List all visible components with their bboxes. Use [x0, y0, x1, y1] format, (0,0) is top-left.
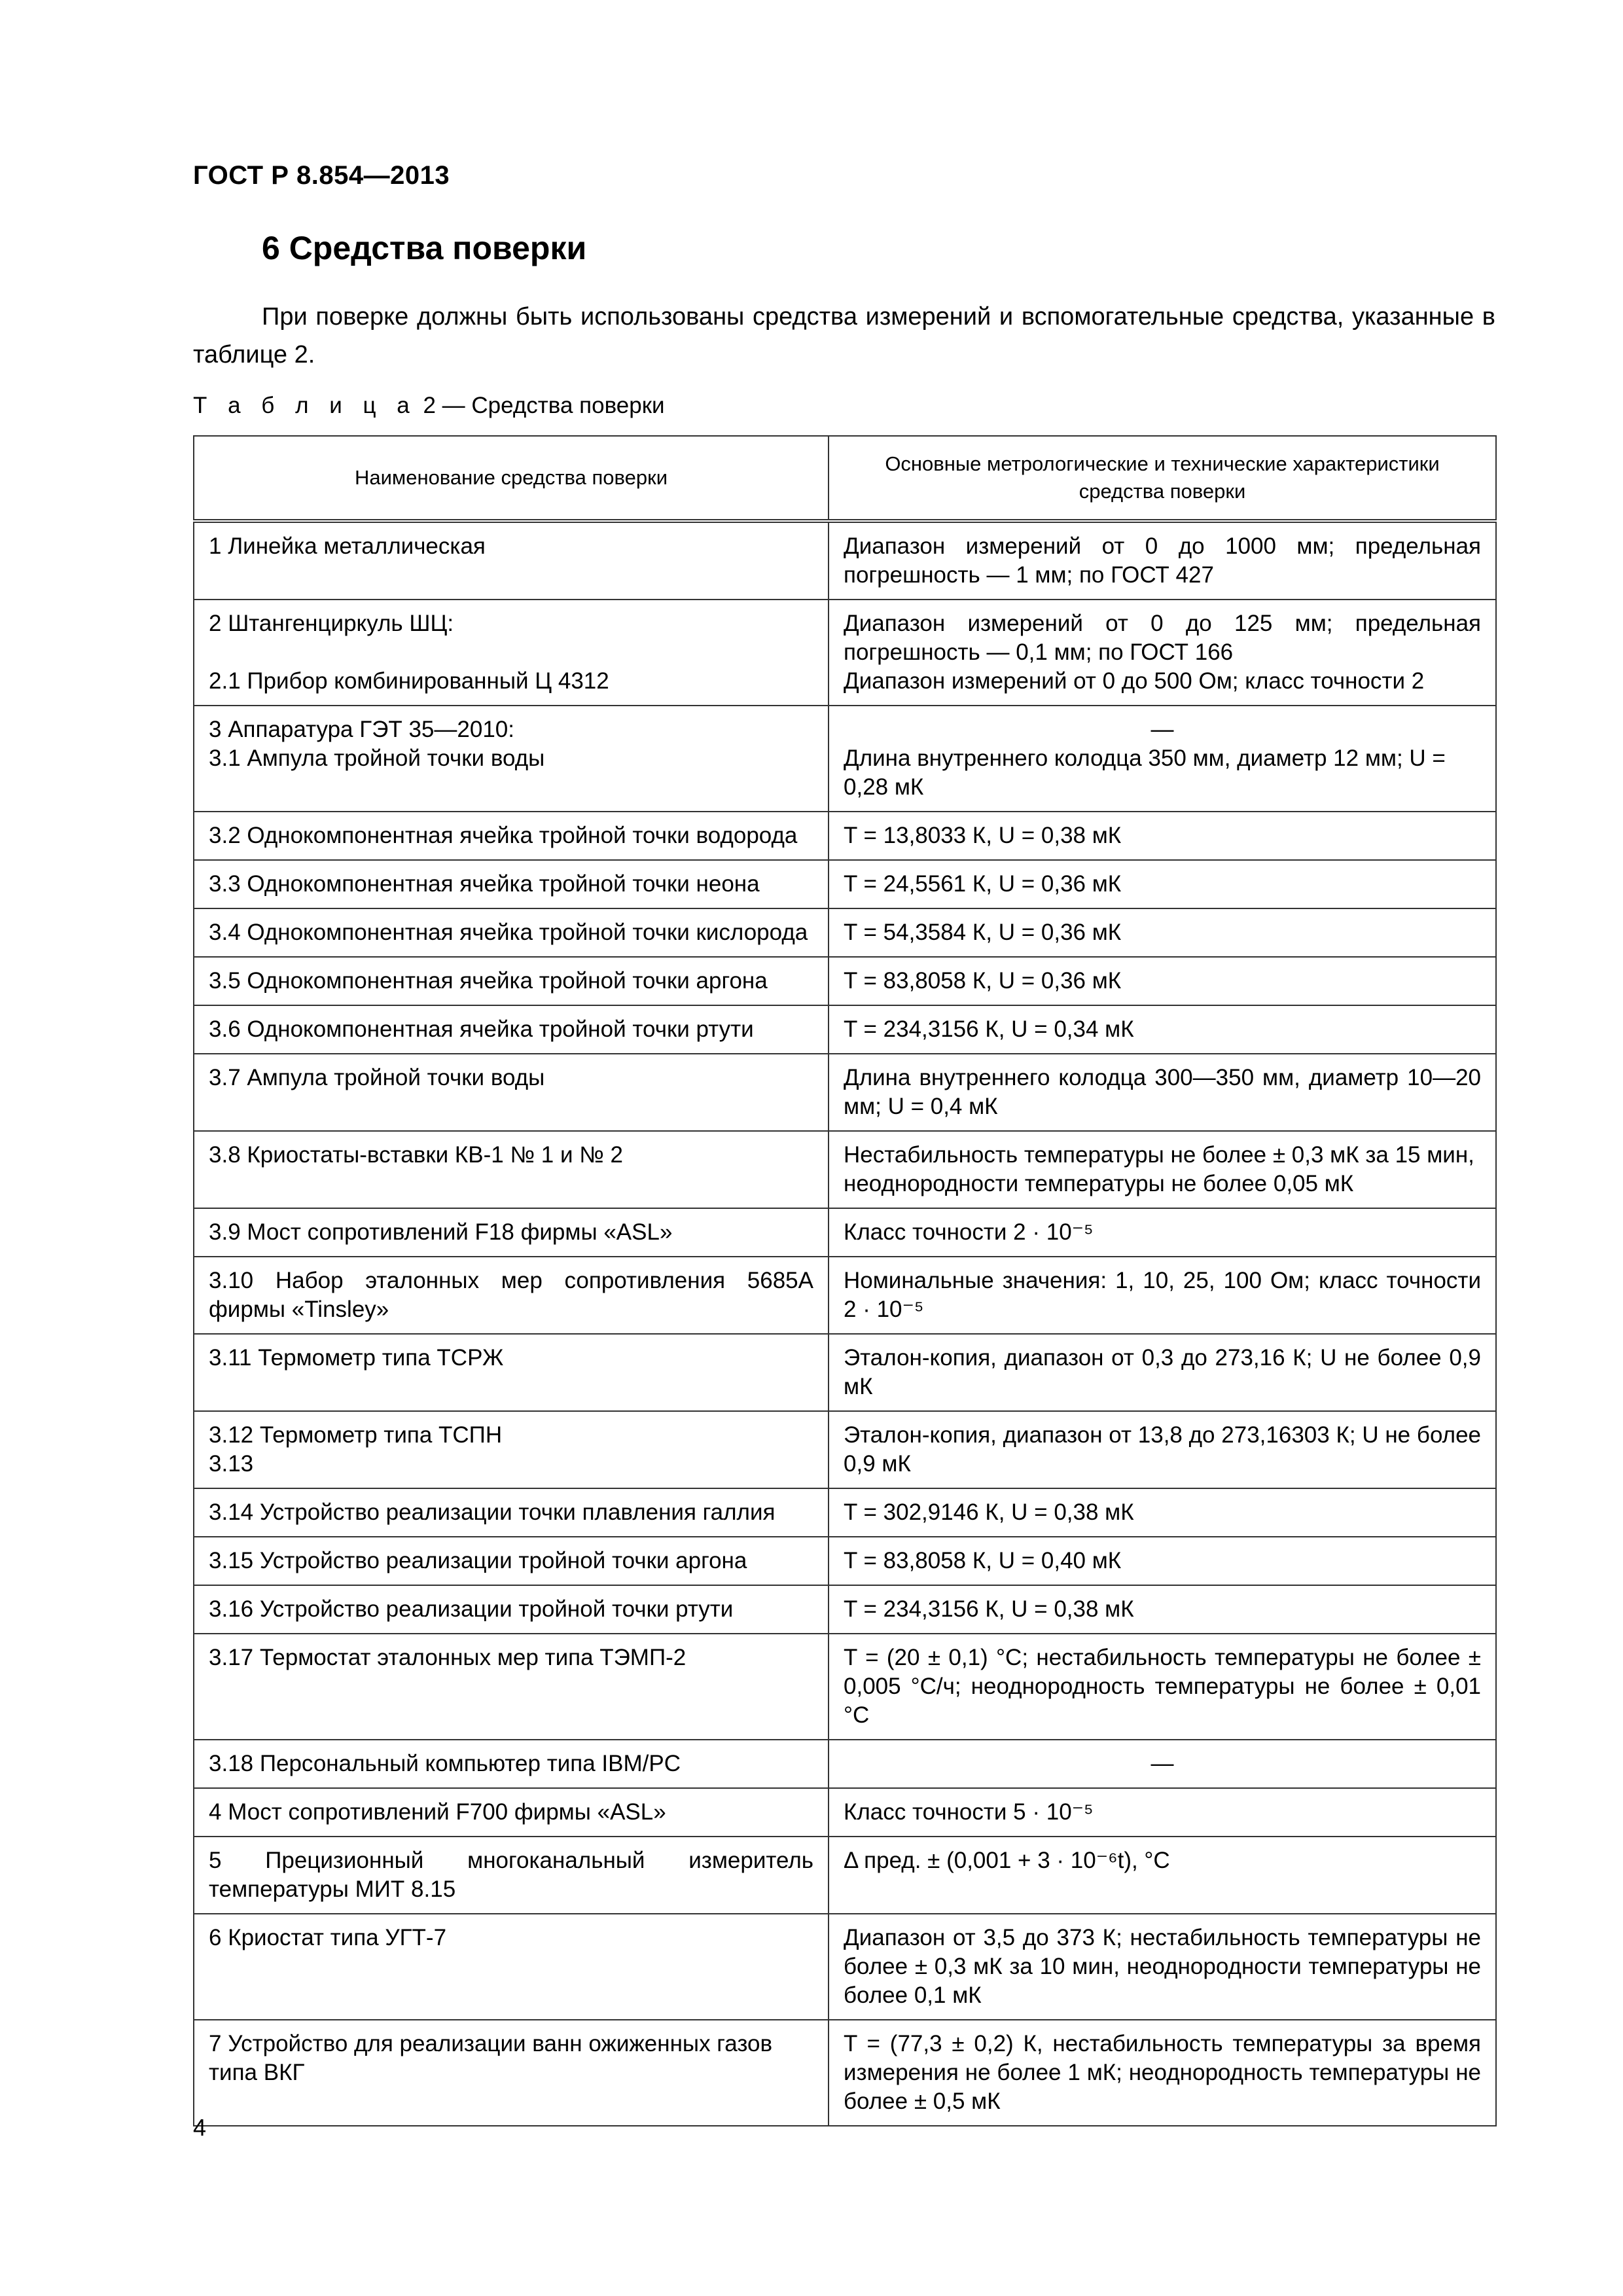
tool-name-cell: 3.2 Однокомпонентная ячейка тройной точки водорода [194, 812, 829, 860]
tool-spec-cell: T = 83,8058 К, U = 0,36 мК [829, 957, 1496, 1005]
tool-name-cell: 3.3 Однокомпонентная ячейка тройной точки неона [194, 860, 829, 908]
tool-spec-cell [829, 600, 1496, 706]
table-caption-label: Т а б л и ц а [193, 393, 417, 418]
tool-spec-cell: T = 234,3156 К, U = 0,38 мК [829, 1585, 1496, 1634]
table-row [194, 1837, 1496, 1914]
tool-name-cell: 3.9 Мост сопротивлений F18 фирмы «ASL» [194, 1208, 829, 1257]
table-row [194, 1585, 1496, 1634]
tool-spec-cell: T = 234,3156 К, U = 0,34 мК [829, 1005, 1496, 1054]
tool-name-line: 3.13 [209, 1451, 254, 1477]
tool-name-cell: 3.4 Однокомпонентная ячейка тройной точки кислорода [194, 908, 829, 957]
tool-name-cell: 6 Криостат типа УГТ-7 [194, 1914, 829, 2020]
tool-name-cell [194, 600, 829, 706]
verification-tools-table [193, 435, 1497, 2126]
table-row [194, 1788, 1496, 1837]
table-row [194, 1634, 1496, 1740]
tool-name-cell [194, 706, 829, 812]
tool-name-line: 3.12 Термометр типа ТСПН [209, 1422, 503, 1448]
table-row [194, 812, 1496, 860]
table-row [194, 908, 1496, 957]
table-row [194, 1005, 1496, 1054]
tool-name-line: 2.1 Прибор комбинированный Ц 4312 [209, 668, 609, 694]
tool-name-line: 2 Штангенциркуль ШЦ: [209, 611, 454, 636]
table-caption-text: 2 — Средства поверки [423, 393, 665, 418]
table-row [194, 1131, 1496, 1208]
table-caption [193, 393, 665, 419]
section-title: 6 Средства поверки [262, 230, 587, 266]
table-row [194, 2020, 1496, 2126]
tool-spec-cell: T = (20 ± 0,1) °С; нестабильность температуры не более ± 0,005 °С/ч; неоднородность температуры не более ± 0,01 °С [829, 1634, 1496, 1740]
tool-spec-cell: T = 302,9146 К, U = 0,38 мК [829, 1488, 1496, 1537]
tool-name-cell: 3.15 Устройство реализации тройной точки аргона [194, 1537, 829, 1585]
tool-name-cell: 3.6 Однокомпонентная ячейка тройной точки ртути [194, 1005, 829, 1054]
tool-name-line: 3 Аппаратура ГЭТ 35—2010: [209, 717, 514, 742]
page-number: 4 [193, 2114, 207, 2141]
tool-spec-line: Диапазон измерений от 0 до 500 Ом; класс точности 2 [844, 668, 1425, 694]
tool-spec-cell: Эталон-копия, диапазон от 13,8 до 273,16303 К; U не более 0,9 мК [829, 1411, 1496, 1488]
tool-spec-cell: Δ пред. ± (0,001 + 3 · 10⁻⁶t), °С [829, 1837, 1496, 1914]
spacer [209, 638, 813, 667]
tool-name-cell: 3.11 Термометр типа ТСРЖ [194, 1334, 829, 1411]
table-row [194, 1914, 1496, 2020]
tool-spec-cell: Длина внутреннего колодца 300—350 мм, диаметр 10—20 мм; U = 0,4 мК [829, 1054, 1496, 1131]
tool-name-cell: 3.5 Однокомпонентная ячейка тройной точки аргона [194, 957, 829, 1005]
table-row [194, 1537, 1496, 1585]
tool-spec-cell: Диапазон измерений от 0 до 1000 мм; предельная погрешность — 1 мм; по ГОСТ 427 [829, 521, 1496, 600]
intro-paragraph: При поверке должны быть использованы средства измерений и вспомогательные средства, указанные в таблице 2. [193, 303, 1495, 368]
tool-spec-cell: Класс точности 2 · 10⁻⁵ [829, 1208, 1496, 1257]
tool-name-line: 3.1 Ампула тройной точки воды [209, 745, 545, 771]
table-row [194, 860, 1496, 908]
table-row [194, 521, 1496, 600]
table-row [194, 1334, 1496, 1411]
tool-spec-cell: — [829, 1740, 1496, 1788]
table-row [194, 1740, 1496, 1788]
tool-name-cell: 3.16 Устройство реализации тройной точки ртути [194, 1585, 829, 1634]
tool-spec-cell: T = (77,3 ± 0,2) К, нестабильность температуры за время измерения не более 1 мК; неоднородность температуры не более ± 0,5 мК [829, 2020, 1496, 2126]
tool-spec-cell: Нестабильность температуры не более ± 0,3 мК за 15 мин, неоднородности температуры не более 0,05 мК [829, 1131, 1496, 1208]
document-header: ГОСТ Р 8.854—2013 [193, 161, 450, 190]
table-row [194, 1257, 1496, 1334]
tool-name-cell: 3.18 Персональный компьютер типа IBM/PC [194, 1740, 829, 1788]
tool-name-cell: 3.10 Набор эталонных мер сопротивления 5685A фирмы «Tinsley» [194, 1257, 829, 1334]
table-row [194, 1208, 1496, 1257]
tool-name-cell: 3.8 Криостаты-вставки КВ-1 № 1 и № 2 [194, 1131, 829, 1208]
tool-spec-cell: T = 24,5561 К, U = 0,36 мК [829, 860, 1496, 908]
tool-name-cell: 4 Мост сопротивлений F700 фирмы «ASL» [194, 1788, 829, 1837]
column-header-spec: Основные метрологические и технические характеристики средства поверки [829, 436, 1496, 521]
tool-spec-cell: T = 54,3584 К, U = 0,36 мК [829, 908, 1496, 957]
tool-spec-line: Длина внутреннего колодца 350 мм, диаметр 12 мм; U = 0,28 мК [844, 745, 1446, 800]
table-row [194, 1488, 1496, 1537]
table-row [194, 957, 1496, 1005]
tool-name-cell: 1 Линейка металлическая [194, 521, 829, 600]
tool-name-cell: 3.17 Термостат эталонных мер типа ТЭМП-2 [194, 1634, 829, 1740]
table-header-row [194, 436, 1496, 521]
tool-spec-line: Диапазон измерений от 0 до 125 мм; предельная погрешность — 0,1 мм; по ГОСТ 166 [844, 611, 1481, 665]
tool-spec-line: — [1150, 717, 1174, 742]
tool-spec-cell: T = 83,8058 К, U = 0,40 мК [829, 1537, 1496, 1585]
tool-spec-cell: Номинальные значения: 1, 10, 25, 100 Ом; класс точности 2 · 10⁻⁵ [829, 1257, 1496, 1334]
tool-spec-cell: T = 13,8033 К, U = 0,38 мК [829, 812, 1496, 860]
column-header-name: Наименование средства поверки [194, 436, 829, 521]
tool-name-cell: 7 Устройство для реализации ванн ожиженных газов типа ВКГ [194, 2020, 829, 2126]
tool-name-cell: 3.7 Ампула тройной точки воды [194, 1054, 829, 1131]
tool-spec-cell [829, 706, 1496, 812]
tool-name-cell: 3.14 Устройство реализации точки плавления галлия [194, 1488, 829, 1537]
table-row [194, 1054, 1496, 1131]
tool-spec-cell: Диапазон от 3,5 до 373 К; нестабильность температуры не более ± 0,3 мК за 10 мин, неоднородности температуры не более 0,1 мК [829, 1914, 1496, 2020]
table-row [194, 706, 1496, 812]
table-row [194, 1411, 1496, 1488]
table-row [194, 600, 1496, 706]
tool-spec-cell: Класс точности 5 · 10⁻⁵ [829, 1788, 1496, 1837]
tool-name-cell [194, 1411, 829, 1488]
tool-name-cell: 5 Прецизионный многоканальный измеритель температуры МИТ 8.15 [194, 1837, 829, 1914]
tool-spec-cell: Эталон-копия, диапазон от 0,3 до 273,16 К; U не более 0,9 мК [829, 1334, 1496, 1411]
